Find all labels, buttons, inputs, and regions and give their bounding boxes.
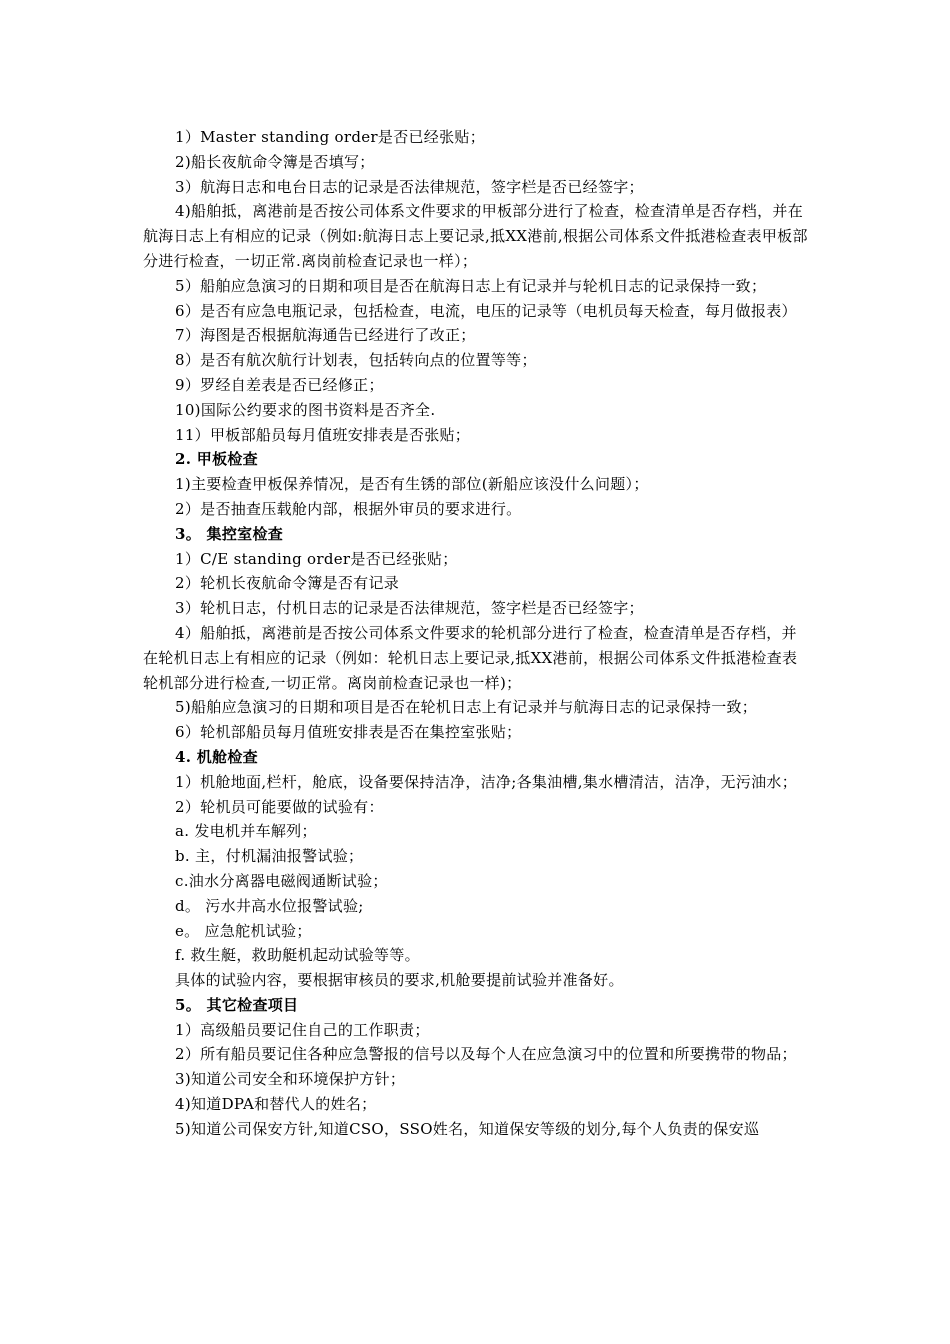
list-item: 6）是否有应急电瓶记录，包括检查，电流，电压的记录等（电机员每天检查，每月做报表） [175, 301, 797, 320]
list-item: 2)船长夜航命令簿是否填写； [175, 152, 375, 171]
list-item: 3)知道公司安全和环境保护方针； [175, 1070, 406, 1089]
list-item: 10)国际公约要求的图书资料是否齐全. [175, 400, 436, 419]
list-item: 3）航海日志和电台日志的记录是否法律规范，签字栏是否已经签字； [175, 177, 644, 196]
list-item: 4）船舶抵，离港前是否按公司体系文件要求的轮机部分进行了检查，检查清单是否存档，并在轮机日志上有相应的记录（例如：轮机日志上要记录,抵XX港前，根据公司体系文件抵港检查表轮机部分进行检查,一切正常。离岗前检查记录也一样)； [143, 623, 798, 692]
section-heading: 2. 甲板检查 [175, 450, 258, 469]
list-item: 4)船舶抵，离港前是否按公司体系文件要求的甲板部分进行了检查，检查清单是否存档，并在航海日志上有相应的记录（例如:航海日志上要记录,抵XX港前,根据公司体系文件抵港检查表甲板部分进行检查，一切正常.离岗前检查记录也一样）； [143, 202, 808, 270]
list-item: c.油水分离器电磁阀通断试验； [175, 871, 388, 890]
list-item: 3）轮机日志，付机日志的记录是否法律规范，签字栏是否已经签字； [175, 599, 644, 618]
list-item: 2）所有船员要记住各种应急警报的信号以及每个人在应急演习中的位置和所要携带的物品； [175, 1045, 797, 1064]
list-item: 1）机舱地面,栏杆，舱底，设备要保持洁净，洁净;各集油槽,集水槽清洁，洁净，无污油水； [175, 772, 798, 791]
list-item: 9）罗经自差表是否已经修正； [175, 375, 384, 394]
list-item: 具体的试验内容，要根据审核员的要求,机舱要提前试验并准备好。 [175, 971, 624, 990]
list-item: 6）轮机部船员每月值班安排表是否在集控室张贴； [175, 723, 522, 742]
list-item: d。 污水井高水位报警试验; [175, 896, 364, 915]
list-item: 5）船舶应急演习的日期和项目是否在航海日志上有记录并与轮机日志的记录保持一致； [175, 276, 767, 295]
list-item: f. 救生艇，救助艇机起动试验等等。 [175, 946, 420, 965]
list-item: a. 发电机并车解列； [175, 822, 317, 841]
section-heading: 3。 集控室检查 [175, 524, 284, 543]
list-item: 8）是否有航次航行计划表，包括转向点的位置等等； [175, 351, 537, 370]
list-item: 5)知道公司保安方针,知道CSO，SSO姓名，知道保安等级的划分,每个人负责的保安巡 [175, 1119, 760, 1138]
list-item: 1)主要检查甲板保养情况，是否有生锈的部位(新船应该没什么问题）； [175, 475, 649, 494]
list-item: 1）高级船员要记住自己的工作职责； [175, 1020, 430, 1039]
list-item: 2）轮机长夜航命令簿是否有记录 [175, 574, 400, 593]
list-item: 4)知道DPA和替代人的姓名； [175, 1095, 377, 1114]
list-item: b. 主，付机漏油报警试验； [175, 847, 364, 866]
list-item: 2）是否抽查压载舱内部，根据外审员的要求进行。 [175, 499, 522, 518]
list-item: 2）轮机员可能要做的试验有： [175, 797, 384, 816]
document-body [143, 125, 811, 1142]
list-item: 7）海图是否根据航海通告已经进行了改正； [175, 326, 476, 345]
list-item: 1）Master standing order是否已经张贴； [175, 128, 485, 146]
list-item: 5)船舶应急演习的日期和项目是否在轮机日志上有记录并与航海日志的记录保持一致； [175, 698, 758, 717]
list-item: e。 应急舵机试验； [175, 921, 312, 940]
section-heading: 5。 其它检查项目 [175, 995, 299, 1014]
list-item: 11）甲板部船员每月值班安排表是否张贴； [175, 425, 471, 444]
list-item: 1）C/E standing order是否已经张贴； [175, 549, 458, 568]
section-heading: 4. 机舱检查 [175, 747, 258, 766]
